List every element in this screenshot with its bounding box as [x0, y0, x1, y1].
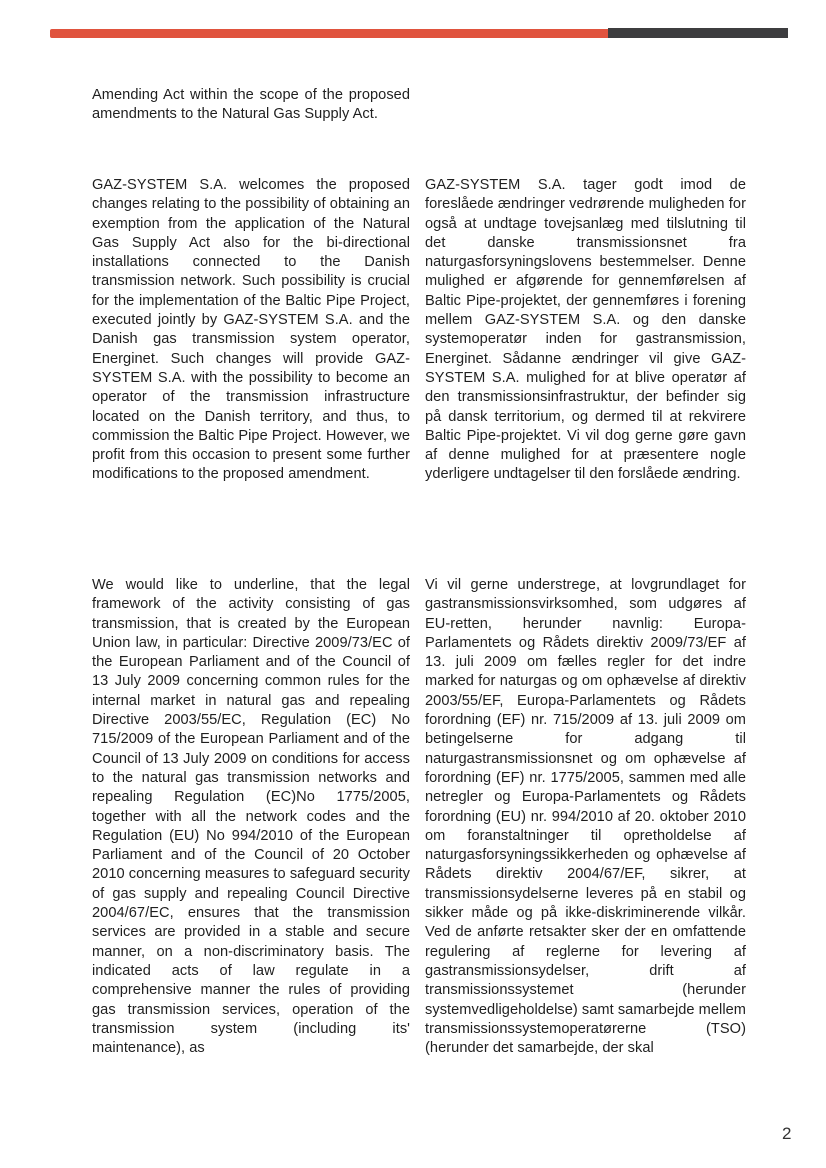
header-color-bar	[50, 28, 788, 38]
paragraph-2-da-text: Vi vil gerne understrege, at lovgrundlaget for gastransmissionsvirksomhed, som udgøres af EU-retten, herunder navnlig: Europa-Parlamentets og Rådets direktiv 2009/73/EF af 13. juli 2009 om fælles regler for det indre marked for naturgas og om ophævelse af direktiv 2003/55/EF, Europa-Parlamentets og Rådets forordning (EF) nr. 715/2009 af 13. juli 2009 om betingelserne for adgang til naturgastransmissionsnet og om ophævelse af forordning (EF) nr. 1775/2005, sammen med alle netregler og Europa-Parlamentets og Rådets forordning (EU) nr. 994/2010 af 20. oktober 2010 om foranstaltninger til opretholdelse af naturgasforsyningssikkerheden og ophævelse af Rådets direktiv 2004/67/EF, sikrer, at transmissionsydelserne leveres på en stabil og sikker måde og på ikke-diskriminerende vilkår. Ved de anførte retsakter sker der en omfattende regulering af reglerne for levering af gastransmissionsydelser, drift af transmissionssystemet (herunder systemvedligeholdelse) samt samarbejde mellem transmissionssystemoperatørerne (TSO) (herunder det samarbejde, der skal	[425, 577, 747, 1057]
paragraph-1-danish	[425, 176, 746, 485]
paragraph-2-en-text: We would like to underline, that the legal framework of the activity consisting of gas transmission, that is created by the European Union law, in particular: Directive 2009/73/EC of the European Parliament and of the Council of 13 July 2009 concerning common rules for the internal market in natural gas and repealing Directive 2003/55/EC, Regulation (EC) No 715/2009 of the European Parliament and of the Council of 13 July 2009 on conditions for access to the natural gas transmission networks and repealing Regulation (EC)No 1775/2005, together with all the network codes and the Regulation (EU) No 994/2010 of the European Parliament and of the Council of 20 October 2010 concerning measures to safeguard security of gas supply and repealing Council Directive 2004/67/EC, ensures that the transmission services are provided in a stable and secure manner, on a non-discriminatory basis. The indicated acts of law regulate in a comprehensive manner the rules of providing gas transmission services, operation of the transmission system (including its' maintenance), as	[92, 577, 410, 1057]
intro-paragraph-english	[92, 86, 410, 125]
paragraph-1-english	[92, 176, 410, 485]
paragraph-2-english	[92, 576, 410, 1058]
page-number: 2	[782, 1124, 792, 1143]
paragraph-1-da-text: GAZ-SYSTEM S.A. tager godt imod de foreslåede ændringer vedrørende muligheden for også at undtage tovejsanlæg med tilslutning til det danske transmissionsnet fra naturgasforsyningslovens bestemmelser. Denne mulighed er afgørende for gennemførelsen af Baltic Pipe-projektet, der gennemføres i forening mellem GAZ-SYSTEM S.A. og den danske systemoperatør inden for gastransmission, Energinet. Sådanne ændringer vil give GAZ-SYSTEM S.A. mulighed for at blive operatør af den transmissionsinfrastruktur, der befinder sig på dansk territorium, og dermed til at rekvirere Baltic Pipe-projektet. Vi vil dog gerne gøre gavn af denne mulighed for at præsentere nogle yderligere undtagelser til den forslåede ændring.	[425, 177, 746, 483]
paragraph-2-danish	[425, 576, 746, 1058]
header-bar-red-segment	[50, 29, 608, 38]
intro-text: Amending Act within the scope of the proposed amendments to the Natural Gas Supply Act.	[92, 87, 410, 123]
header-bar-dark-segment	[608, 28, 788, 38]
paragraph-1-en-text: GAZ-SYSTEM S.A. welcomes the proposed changes relating to the possibility of obtaining an exemption from the application of the Natural Gas Supply Act also for the bi-directional installations connected to the Danish transmission network. Such possibility is crucial for the implementation of the Baltic Pipe Project, executed jointly by GAZ-SYSTEM S.A. and the Danish gas transmission system operator, Energinet. Such changes will provide GAZ-SYSTEM S.A. with the possibility to become an operator of the transmission infrastructure located on the Danish territory, and thus, to commission the Baltic Pipe Project. However, we profit from this occasion to present some further modifications to the proposed amendment.	[92, 177, 410, 483]
